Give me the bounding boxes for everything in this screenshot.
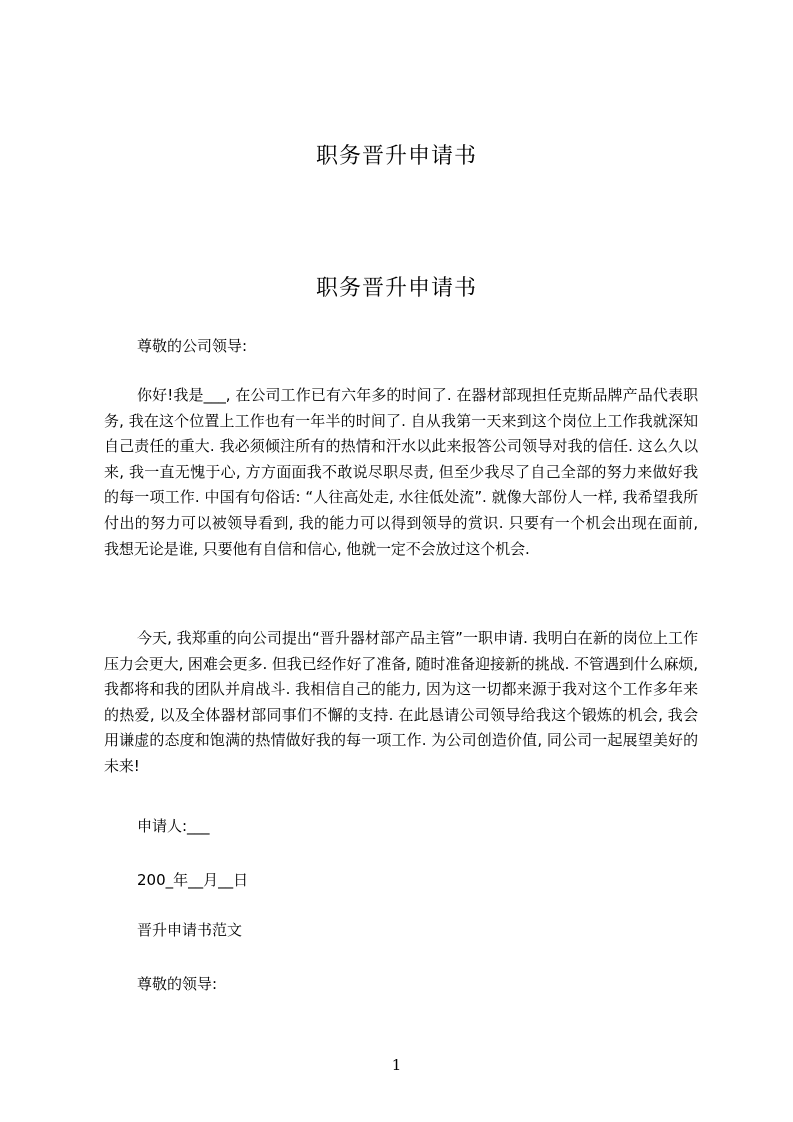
page-number: 1 (391, 1056, 402, 1074)
salutation-2: 尊敬的领导: (137, 975, 218, 993)
document-title: 职务晋升申请书 (315, 276, 477, 301)
page-header-title: 职务晋升申请书 (315, 144, 477, 169)
date-line: 200_年__月__日 (137, 871, 249, 889)
section-heading: 晋升申请书范文 (137, 921, 243, 939)
paragraph-request: 今天, 我郑重的向公司提出“晋升器材部产品主管”一职申请. 我明白在新的岗位上工作压力会更大, 困难会更多. 但我已经作好了准备, 随时准备迎接新的挑战. 不管遇到什么麻烦, 我都将和我的团队并肩战斗. 我相信自己的能力, 因为这一切都来源于我对这个工作多年来的热爱, 以及全体器材部同事们不懈的支持. 在此恳请公司领导给我这个锻炼的机会, 我会用谦虚的态度和饱满的热情做好我的每一项工作. 为公司创造价值, 同公司一起展望美好的未来! (104, 629, 698, 775)
paragraph-intro: 你好!我是___, 在公司工作已有六年多的时间了. 在器材部现担任克斯品牌产品代表职务, 我在这个位置上工作也有一年半的时间了. 自从我第一天来到这个岗位上工作我就深知自己责任的重大. 我必须倾注所有的热情和汗水以此来报答公司领导对我的信任. 这么久以来, 我一直无愧于心, 方方面面我不敢说尽职尽责, 但至少我尽了自己全部的努力来做好我的每一项工作. 中国有句俗话: “人往高处走, 水往低处流”. 就像大部份人一样, 我希望我所付出的努力可以被领导看到, 我的能力可以得到领导的赏识. 只要有一个机会出现在面前, 我想无论是谁, 只要他有自信和信心, 他就一定不会放过这个机会. (104, 386, 698, 558)
applicant-line: 申请人:___ (137, 817, 210, 835)
salutation: 尊敬的公司领导: (137, 337, 248, 355)
